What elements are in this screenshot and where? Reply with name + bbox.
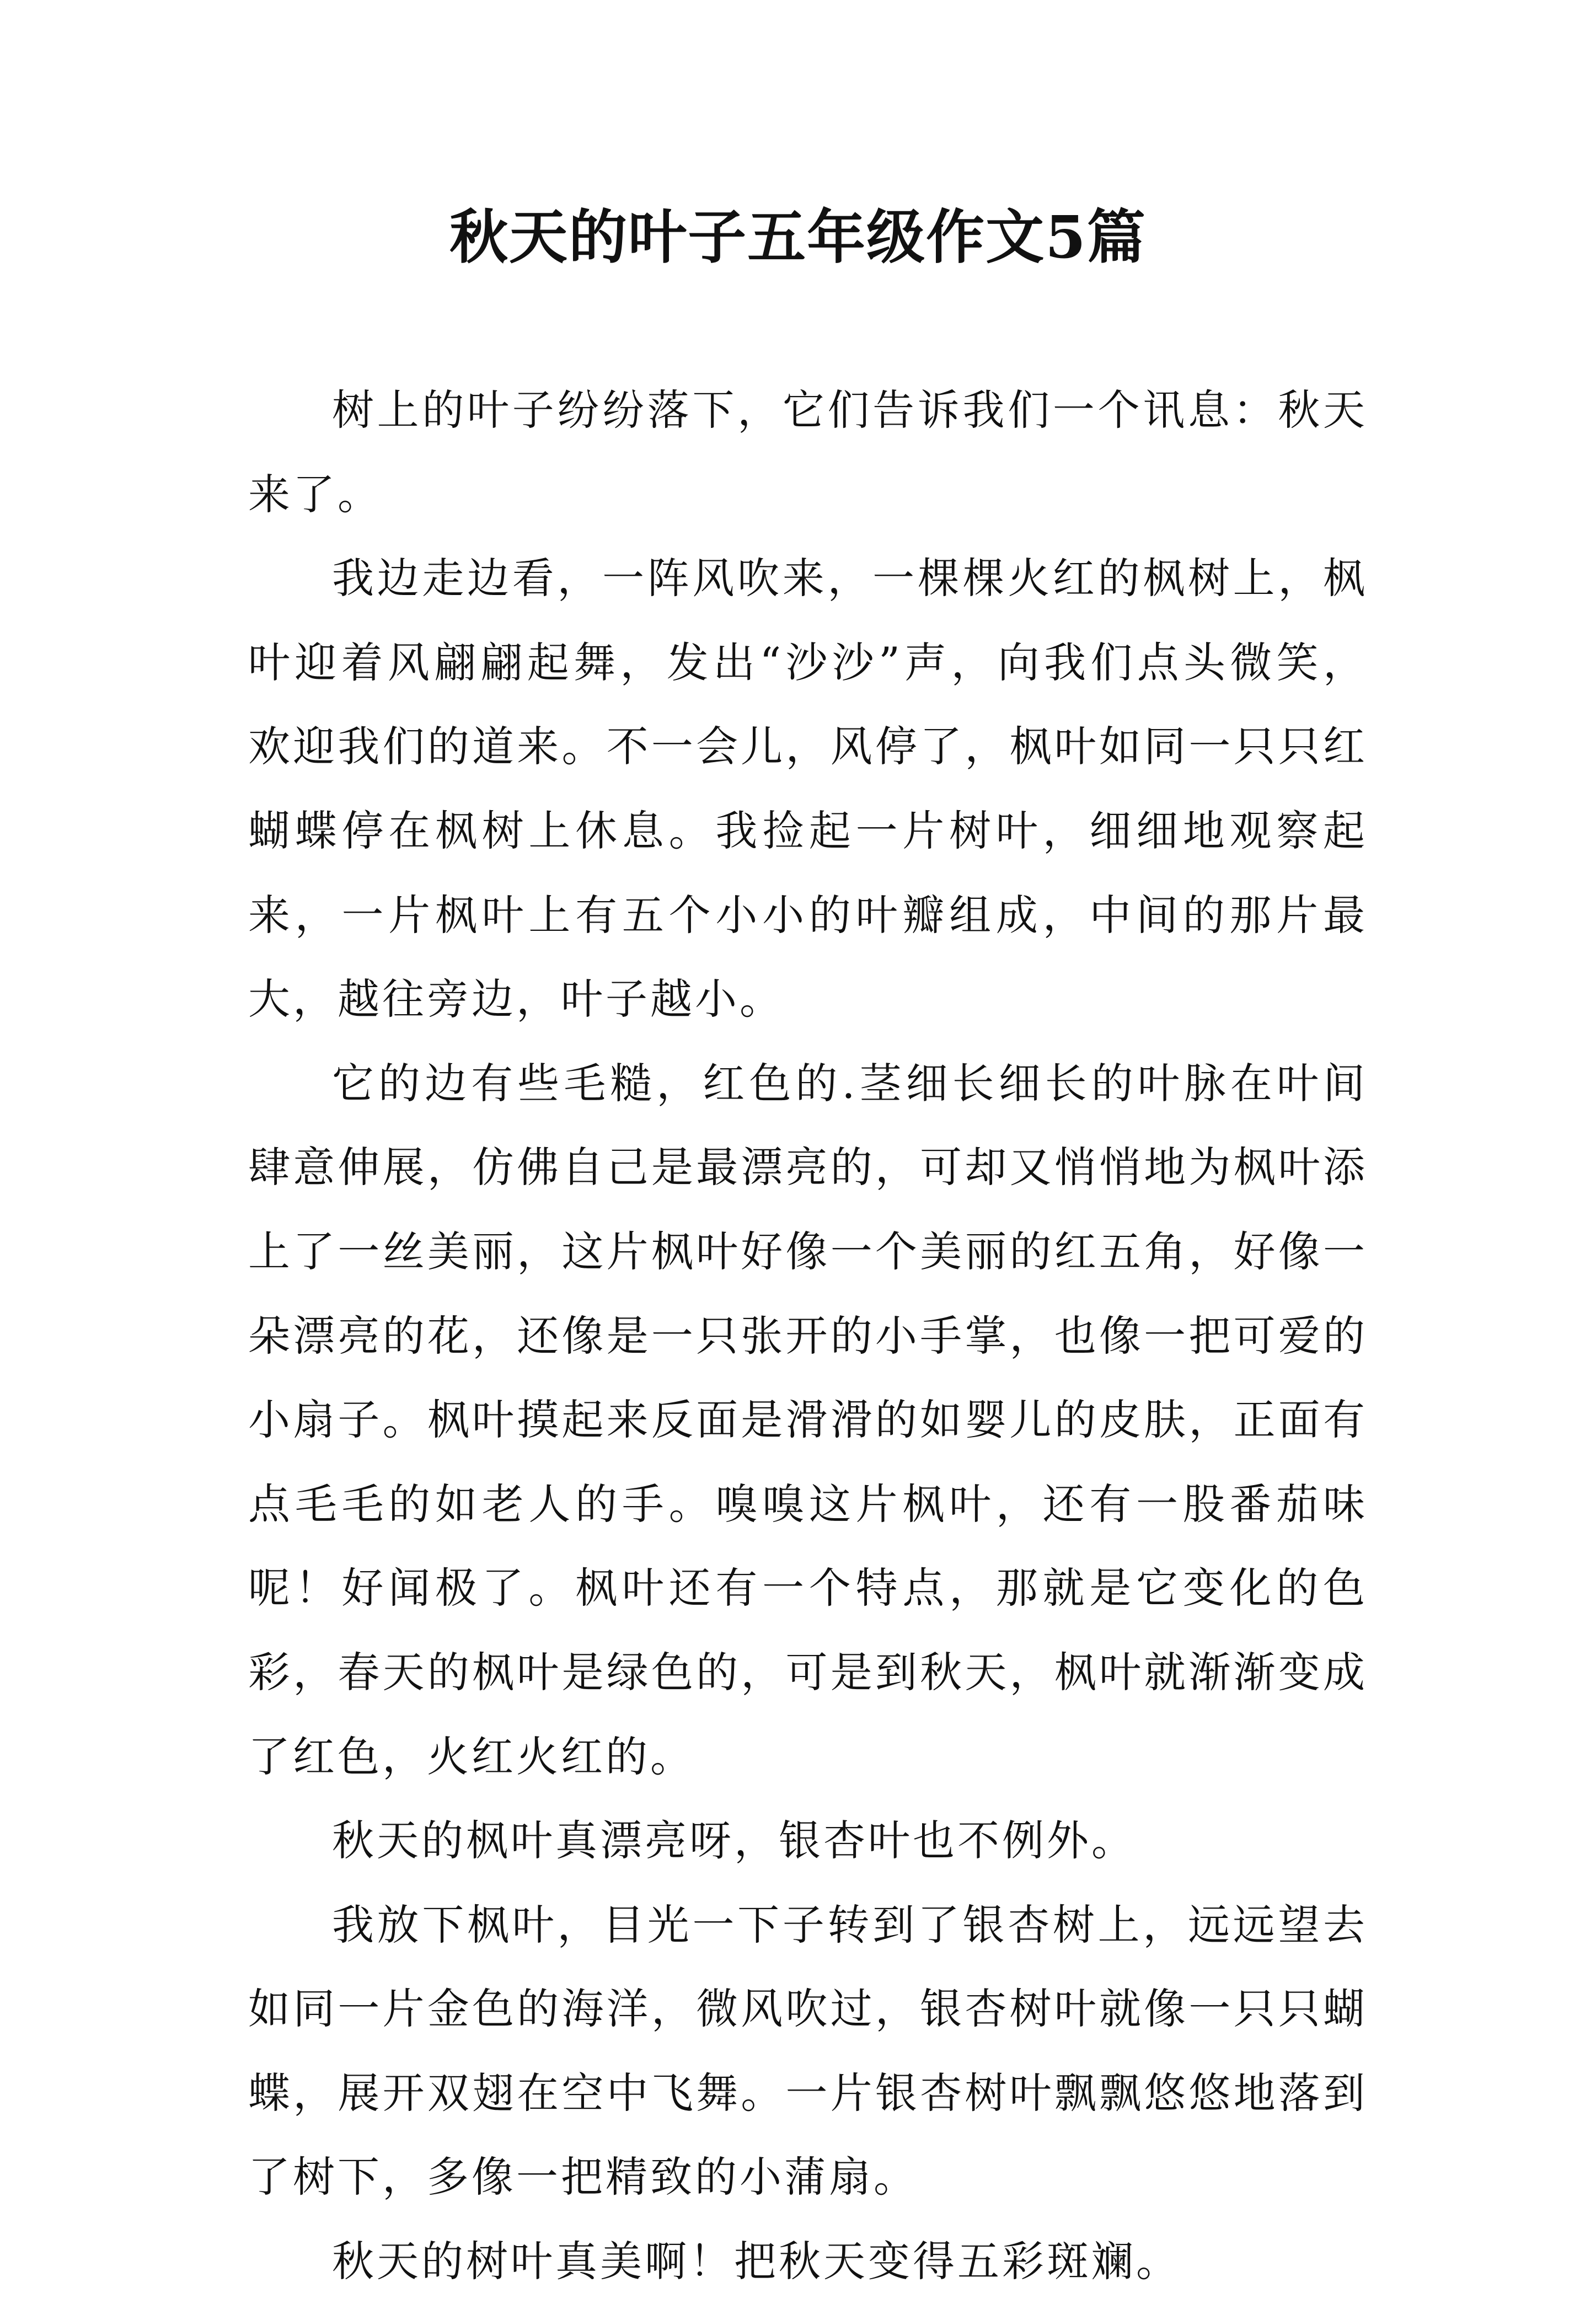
paragraph: 秋天的枫叶真漂亮呀，银杏叶也不例外。 xyxy=(332,1816,1136,1866)
paragraph: 它的边有些毛糙，红色的.茎细长细长的叶脉在叶间肆意伸展，仿佛自己是最漂亮的，可却又悄悄地为枫叶添上了一丝美丽，这片枫叶好像一个美丽的红五角，好像一朵漂亮的花，还像是一只张开的小手掌，也像一把可爱的小扇子。枫叶摸起来反面是滑滑的如婴儿的皮肤，正面有点毛毛的如老人的手。嗅嗅这片枫叶，还有一股番茄味呢！好闻极了。枫叶还有一个特点，那就是它变化的色彩，春天的枫叶是绿色的，可是到秋天，枫叶就渐渐变成了红色，火红火红的。 xyxy=(248,1058,1368,1781)
paragraph: 秋天的树叶真美啊！把秋天变得五彩斑斓。 xyxy=(332,2237,1181,2286)
paragraph: 我边走边看，一阵风吹来，一棵棵火红的枫树上，枫叶迎着风翩翩起舞，发出“沙沙”声，向我们点头微笑，欢迎我们的道来。不一会儿，风停了，枫叶如同一只只红蝴蝶停在枫树上休息。我捡起一片树叶，细细地观察起来，一片枫叶上有五个小小的叶瓣组成，中间的那片最大，越往旁边，叶子越小。 xyxy=(248,554,1368,1024)
document-body xyxy=(248,368,1368,2304)
paragraph: 我放下枫叶，目光一下子转到了银杏树上，远远望去如同一片金色的海洋，微风吹过，银杏树叶就像一只只蝴蝶，展开双翅在空中飞舞。一片银杏树叶飘飘悠悠地落到了树下，多像一把精致的小蒲扇。 xyxy=(248,1900,1368,2202)
document-title: 秋天的叶子五年级作文5篇 xyxy=(449,202,1147,271)
paragraph: 树上的叶子纷纷落下，它们告诉我们一个讯息：秋天来了。 xyxy=(248,385,1368,519)
